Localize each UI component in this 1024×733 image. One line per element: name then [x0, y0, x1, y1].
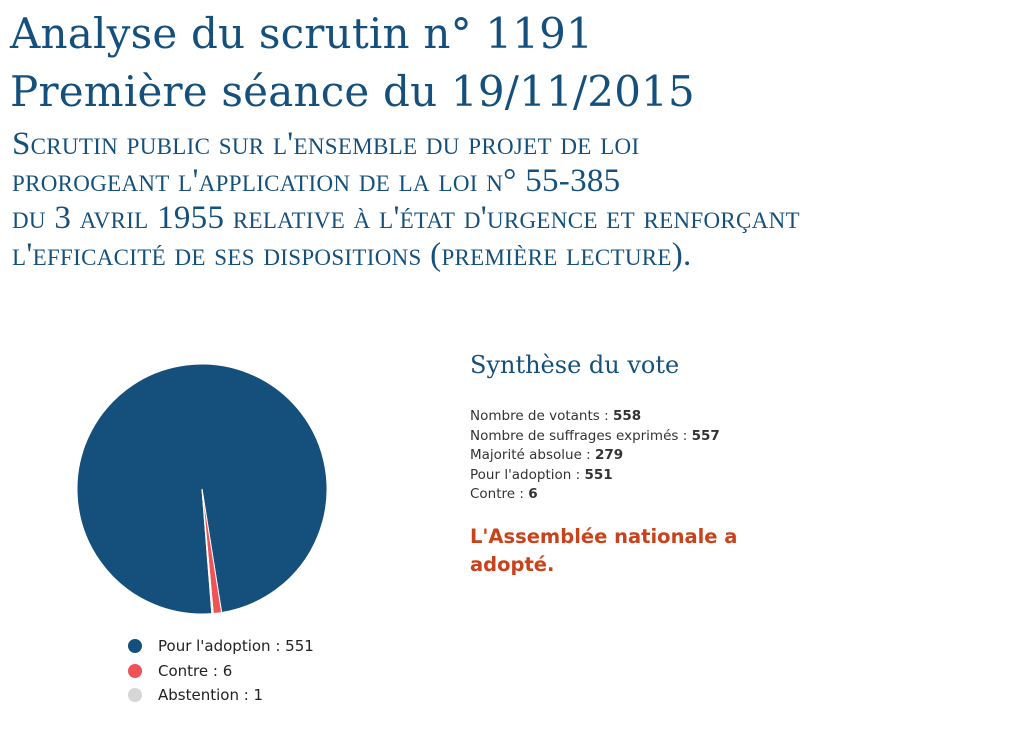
- scrutin-description-line: l'efficacité de ses dispositions (première lecture).: [12, 237, 692, 273]
- stat-label: Majorité absolue :: [470, 447, 596, 463]
- summary-title: Synthèse du vote: [470, 351, 680, 379]
- vote-summary: [470, 345, 950, 579]
- scrutin-description-line: prorogeant l'application de la loi n° 55-385: [12, 163, 621, 199]
- legend-item-pour[interactable]: [128, 634, 314, 659]
- stat-votants: [470, 407, 950, 427]
- legend-label-contre: Contre : 6: [158, 661, 233, 680]
- stat-value: 6: [528, 486, 538, 502]
- stat-value: 551: [584, 466, 613, 483]
- legend-label-abstention: Abstention : 1: [158, 686, 264, 705]
- vote-result: L'Assemblée nationale a adopté.: [470, 524, 738, 576]
- scrutin-description: [12, 126, 800, 274]
- legend-dot-pour: [128, 639, 142, 653]
- stat-pour: [470, 466, 950, 486]
- scrutin-description-line: du 3 avril 1955 relative à l'état d'urgence et renforçant: [12, 200, 800, 236]
- pie-chart-svg: [60, 355, 360, 625]
- chart-legend: [128, 634, 314, 708]
- scrutin-description-line: Scrutin public sur l'ensemble du projet de loi: [12, 126, 640, 162]
- stat-label: Pour l'adoption :: [470, 466, 585, 483]
- stat-value: 279: [595, 447, 624, 463]
- stat-contre: [470, 485, 950, 505]
- legend-item-abstention[interactable]: [128, 683, 314, 708]
- legend-dot-contre: [128, 664, 142, 678]
- session-title: Première séance du 19/11/2015: [10, 67, 695, 116]
- legend-item-contre[interactable]: [128, 659, 314, 684]
- vote-pie-chart: [60, 355, 360, 625]
- summary-stats: [470, 407, 950, 505]
- page-title: Analyse du scrutin n° 1191: [10, 9, 594, 58]
- stat-value: 557: [691, 427, 720, 444]
- stat-label: Nombre de suffrages exprimés :: [470, 427, 692, 444]
- stat-label: Contre :: [470, 486, 529, 502]
- stat-value: 558: [612, 408, 642, 424]
- stat-majorite: [470, 446, 950, 466]
- legend-label-pour: Pour l'adoption : 551: [158, 637, 314, 656]
- stat-label: Nombre de votants :: [470, 408, 613, 424]
- legend-dot-abstention: [128, 688, 142, 702]
- stat-suffrages: [470, 427, 950, 447]
